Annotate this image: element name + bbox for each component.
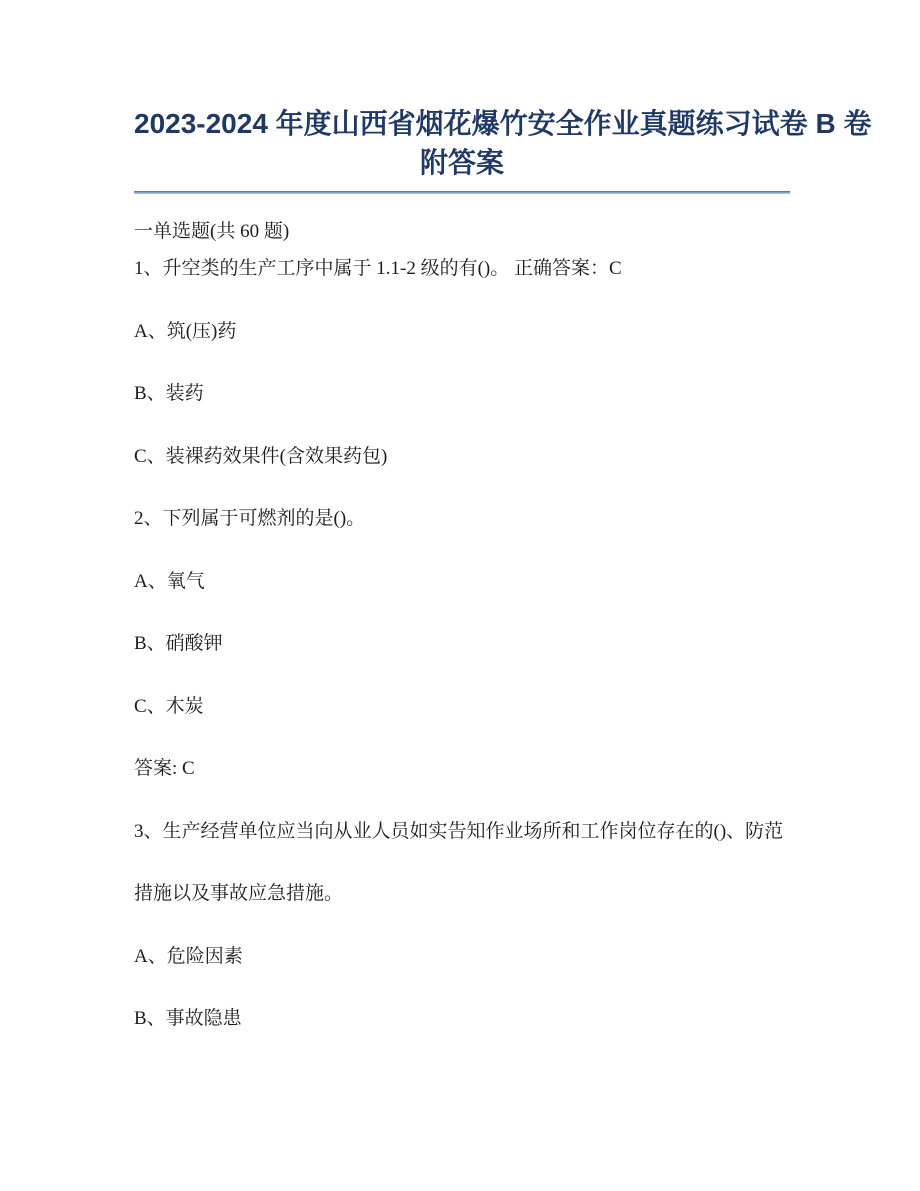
question-1-option-c: C、装裸药效果件(含效果药包) [134, 445, 388, 467]
question-2-option-a: A、氧气 [134, 570, 205, 592]
question-3-text-line-2: 措施以及事故应急措施。 [134, 883, 344, 904]
page-title-line-2: 附答案 [419, 147, 504, 178]
question-2-option-b: B、硝酸钾 [134, 633, 223, 654]
question-3-option-b: B、事故隐患 [134, 1008, 242, 1029]
question-2-option-c: C、木炭 [134, 695, 204, 717]
question-1-option-a: A、筑(压)药 [134, 320, 237, 342]
question-3-option-a: A、危险因素 [134, 945, 243, 967]
question-1-text: 1、升空类的生产工序中属于 1.1-2 级的有()。 正确答案：C [134, 258, 622, 279]
page-title [134, 104, 872, 182]
question-2-text: 2、下列属于可燃剂的是()。 [134, 508, 366, 529]
question-1-option-b: B、装药 [134, 383, 204, 404]
question-2-answer: 答案: C [134, 758, 195, 779]
document-content [0, 104, 920, 1031]
page-title-line-1: 2023-2024 年度山西省烟花爆竹安全作业真题练习试卷 B 卷 [134, 108, 872, 139]
section-heading: 一单选题(共 60 题) [134, 221, 290, 242]
question-3-text-line-1: 3、生产经营单位应当向从业人员如实告知作业场所和工作岗位存在的()、防范 [134, 820, 784, 842]
title-divider [134, 191, 790, 194]
